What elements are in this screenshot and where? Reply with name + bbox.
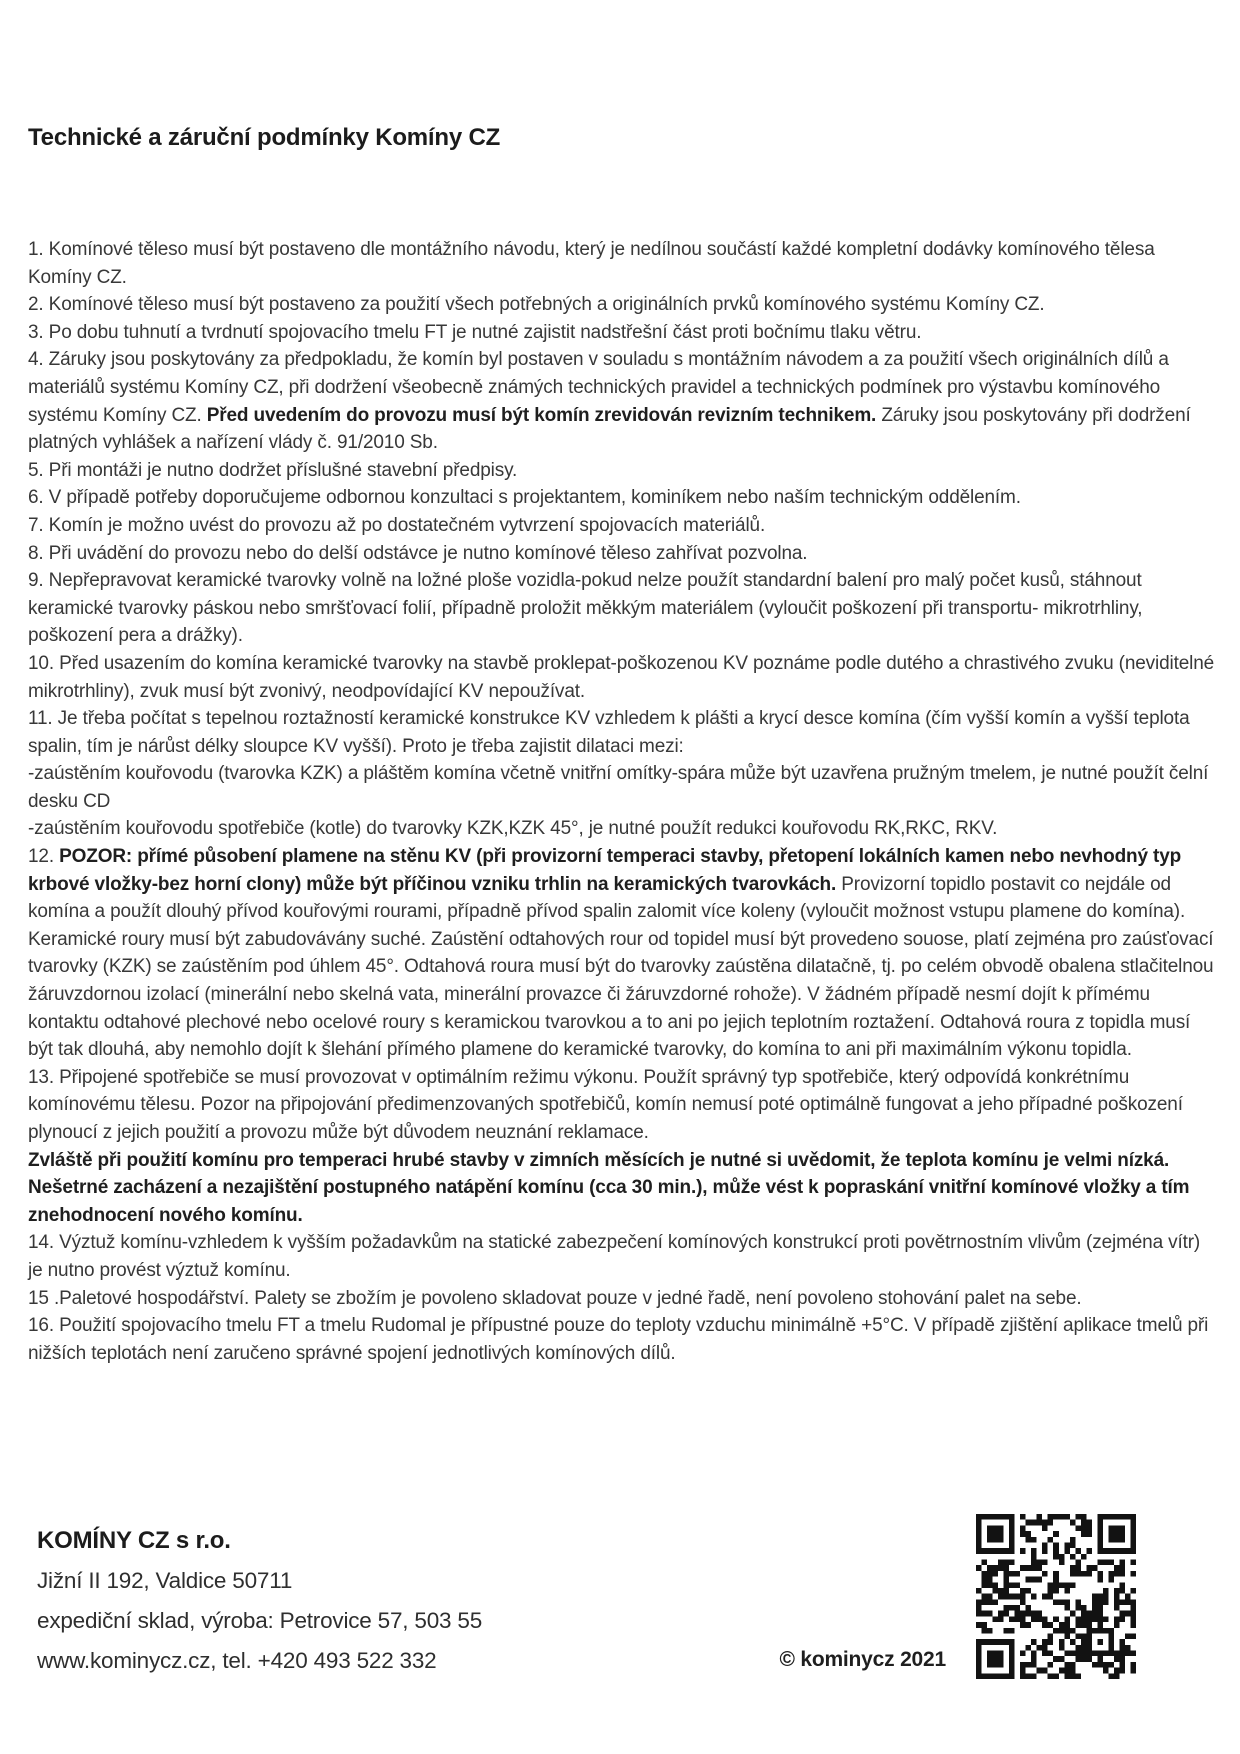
terms-paragraph: 8. Při uvádění do provozu nebo do delší odstávce je nutno komínové těleso zahřívat pozvolna. [28, 542, 808, 564]
terms-paragraph: 2. Komínové těleso musí být postaveno za použití všech potřebných a originálních prvků komínového systému Komíny CZ. [28, 294, 1045, 316]
terms-paragraph: 10. Před usazením do komína keramické tvarovky na stavbě proklepat-poškozenou KV poznáme podle dutého a chrastivého zvuku (neviditelné mikrotrhliny), zvuk musí být zvonivý, neodpovídající KV nepoužívat. [28, 652, 1215, 702]
terms-paragraph: 5. Při montáži je nutno dodržet příslušné stavební předpisy. [28, 459, 518, 481]
terms-paragraph: 12. POZOR: přímé působení plamene na stěnu KV (při provizorní temperaci stavby, přetopení lokálních kamen nebo nevhodný typ krbové vložky-bez horní clony) může být příčinou vzniku trhlin na keramických tvarovkách. Provizorní topidlo postavit co nejdále od komína a použít dlouhý přívod kouřovými rourami, případně přívod spalin zalomit více koleny (vyloučit možnost vstupu plamene do komína). Keramické roury musí být zabudovávány suché. Zaústění odtahových rour od topidel musí být provedeno souose, platí zejména pro zaúsťovací tvarovky (KZK) se zaústěním pod úhlem 45°. Odtahová roura musí být do tvarovky zaústěna dilatačně, tj. po celém obvodě obalena stlačitelnou žáruvzdornou izolací (minerální nebo skelná vata, minerální provazce či žáruvzdorné rohože). V žádném případě nesmí dojít k přímému kontaktu odtahové plechové nebo ocelové roury s keramickou tvarovkou a to ani po jejich teplotním roztažení. Odtahová roura z topidla musí být tak dlouhá, aby nemohlo dojít k šlehání přímého plamene do keramické tvarovky, do komína to ani při maximálním výkonu topidla. [28, 846, 1214, 1061]
terms-paragraph: 16. Použití spojovacího tmelu FT a tmelu Rudomal je přípustné pouze do teploty vzduchu minimálně +5°C. V případě zjištění aplikace tmelů při nižších teplotách není zaručeno správné spojení jednotlivých komínových dílů. [28, 1315, 1209, 1364]
terms-paragraph: 6. V případě potřeby doporučujeme odbornou konzultaci s projektantem, kominíkem nebo naším technickým oddělením. [28, 487, 1021, 509]
terms-paragraph: 4. Záruky jsou poskytovány za předpokladu, že komín byl postaven v souladu s montážním návodem a za použití všech originálních dílů a materiálů systému Komíny CZ, při dodržení všeobecně známých technických pravidel a technických podmínek pro výstavbu komínového systému Komíny CZ. Před uvedením do provozu musí být komín zrevidován revizním technikem. Záruky jsou poskytovány při dodržení platných vyhlášek a nařízení vlády č. 91/2010 Sb. [28, 349, 1191, 454]
terms-paragraph: Zvláště při použití komínu pro temperaci hrubé stavby v zimních měsících je nutné si uvědomit, že teplota komínu je velmi nízká. Nešetrné zacházení a nezajištění postupného natápění komínu (cca 30 min.), může vést k popraskání vnitřní komínové vložky a tím znehodnocení nového komínu. [28, 1149, 1190, 1226]
terms-paragraph: 3. Po dobu tuhnutí a tvrdnutí spojovacího tmelu FT je nutné zajistit nadstřešní část proti bočnímu tlaku větru. [28, 321, 922, 343]
company-address: Jižní II 192, Valdice 50711 [37, 1568, 293, 1593]
terms-paragraph: 15 .Paletové hospodářství. Palety se zbožím je povoleno skladovat pouze v jedné řadě, není povoleno stohování palet na sebe. [28, 1287, 1082, 1309]
terms-paragraph: 14. Výztuž komínu-vzhledem k vyšším požadavkům na statické zabezpečení komínových konstrukcí proti povětrnostním vlivům (zejména vítr) je nutno provést výztuž komínu. [28, 1232, 1201, 1281]
company-website-phone: www.kominycz.cz, tel. +420 493 522 332 [37, 1648, 437, 1673]
company-name: KOMÍNY CZ s r.o. [37, 1527, 231, 1554]
terms-paragraph: 7. Komín je možno uvést do provozu až po dostatečném vytvrzení spojovacích materiálů. [28, 514, 766, 536]
terms-paragraph: -zaústěním kouřovodu (tvarovka KZK) a pláštěm komína včetně vnitřní omítky-spára může být uzavřena pružným tmelem, je nutné použít čelní desku CD [28, 763, 1209, 812]
copyright-notice: © kominycz 2021 [779, 1648, 946, 1671]
terms-paragraph: 9. Nepřepravovat keramické tvarovky volně na ložné ploše vozidla-pokud nelze použít standardní balení pro malý počet kusů, stáhnout keramické tvarovky páskou nebo smršťovací folií, případně proložit měkkým materiálem (vyloučit poškození při transportu- mikrotrhliny, poškození pera a drážky). [28, 570, 1143, 647]
terms-paragraph: 13. Připojené spotřebiče se musí provozovat v optimálním režimu výkonu. Použít správný typ spotřebiče, který odpovídá konkrétnímu komínovému tělesu. Pozor na připojování předimenzovaných spotřebičů, komín nemusí poté optimálně fungovat a jeho případné poškození plynoucí z jejich použití a provozu může být důvodem neuznání reklamace. [28, 1066, 1183, 1143]
terms-paragraph: -zaústěním kouřovodu spotřebiče (kotle) do tvarovky KZK,KZK 45°, je nutné použít redukci kouřovodu RK,RKC, RKV. [28, 818, 998, 840]
page-title: Technické a záruční podmínky Komíny CZ [28, 124, 501, 151]
qr-code-icon [976, 1514, 1136, 1679]
footer [37, 1521, 482, 1681]
company-warehouse-address: expediční sklad, výroba: Petrovice 57, 503 55 [37, 1608, 483, 1633]
terms-paragraph: 1. Komínové těleso musí být postaveno dle montážního návodu, který je nedílnou součástí každé kompletní dodávky komínového tělesa Komíny CZ. [28, 239, 1155, 288]
terms-list [28, 236, 1215, 1367]
terms-paragraph: 11. Je třeba počítat s tepelnou roztažností keramické konstrukce KV vzhledem k plášti a krycí desce komína (čím vyšší komín a vyšší teplota spalin, tím je nárůst délky sloupce KV vyšší). Proto je třeba zajistit dilataci mezi: [28, 708, 1190, 757]
